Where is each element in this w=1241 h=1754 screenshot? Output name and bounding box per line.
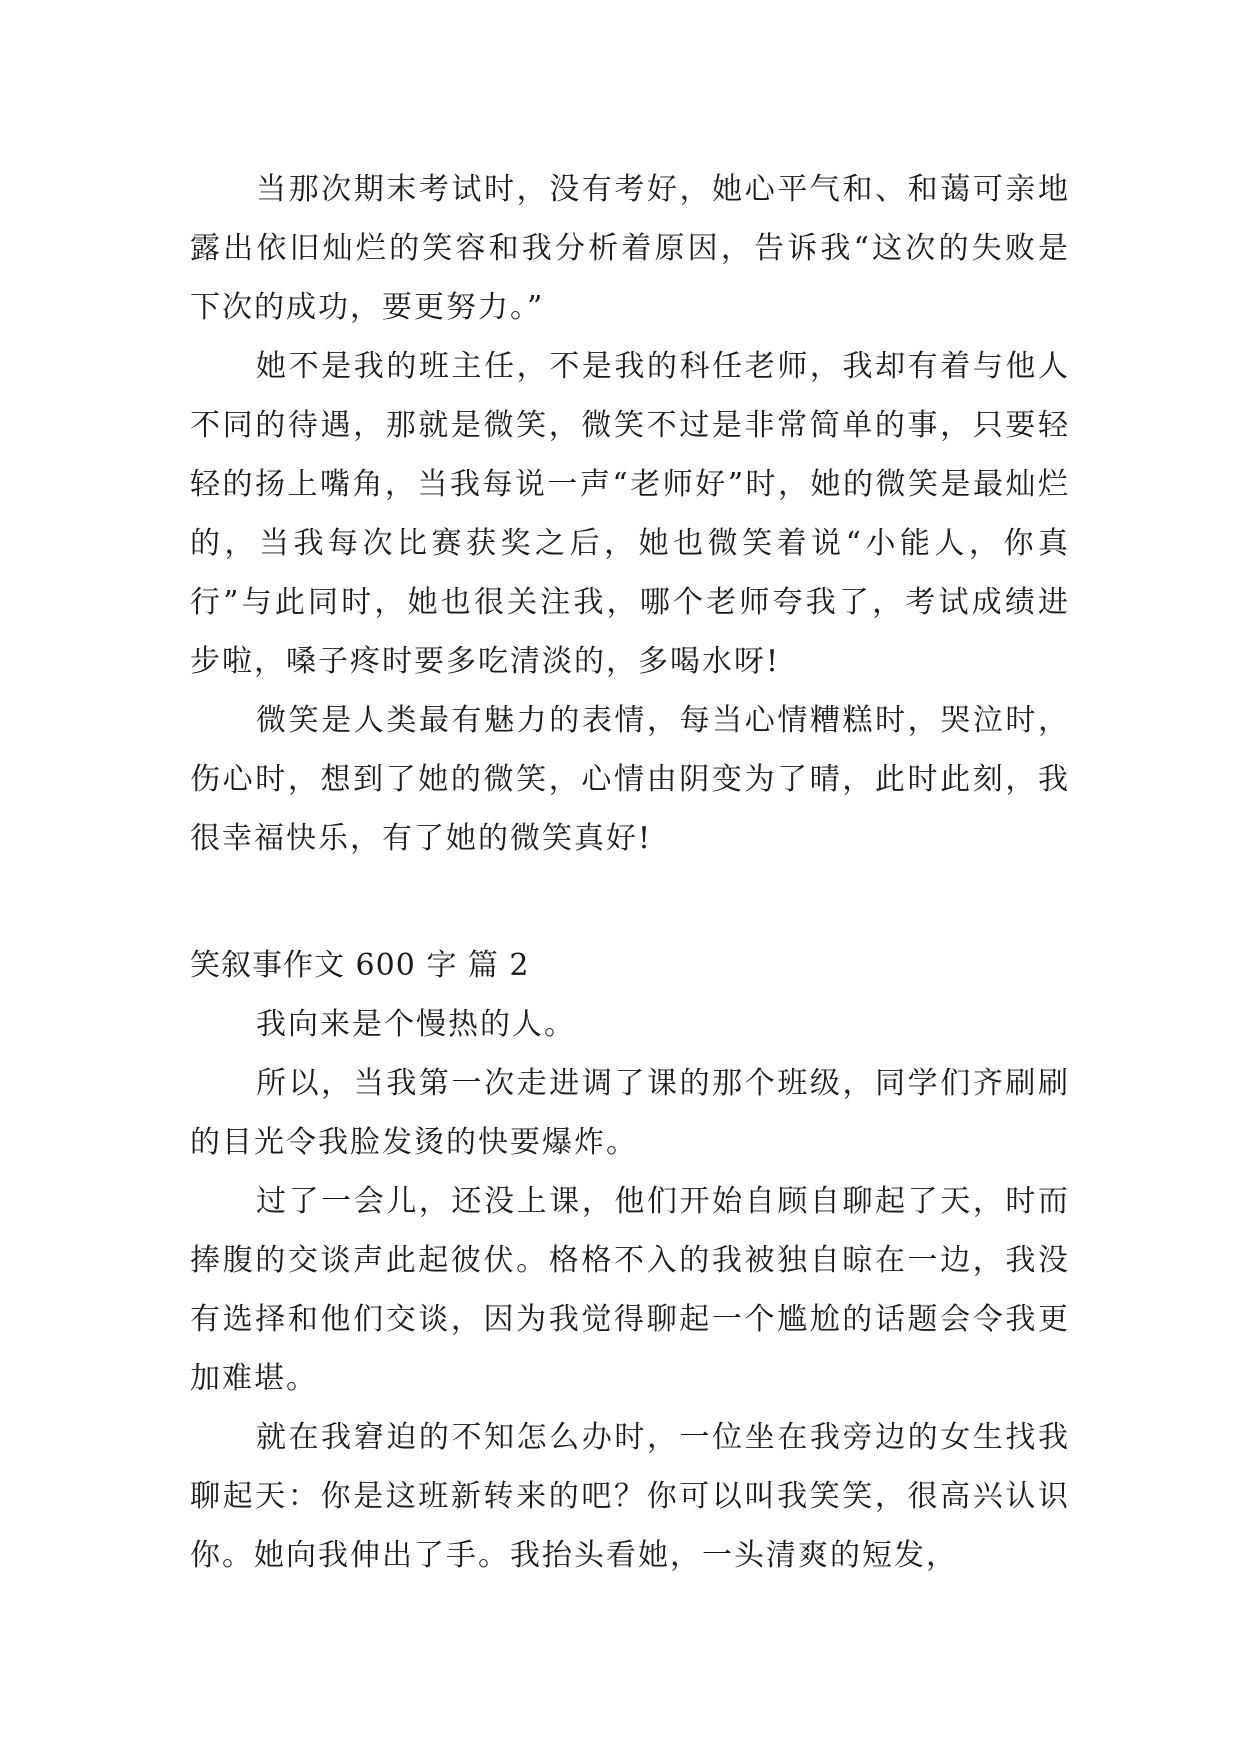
section-heading: 笑叙事作文 600 字 篇 2 [190,948,530,983]
paragraph: 就在我窘迫的不知怎么办时，一位坐在我旁边的女生找我聊起天：你是这班新转来的吧？你可以叫我笑笑，很高兴认识你。她向我伸出了手。我抬头看她，一头清爽的短发， [190,1420,1070,1573]
paragraph: 所以，当我第一次走进调了课的那个班级，同学们齐刷刷的目光令我脸发烫的快要爆炸。 [190,1066,1070,1160]
paragraph: 微笑是人类最有魅力的表情，每当心情糟糕时，哭泣时，伤心时，想到了她的微笑，心情由阴变为了晴，此时此刻，我很幸福快乐，有了她的微笑真好! [190,703,1070,856]
paragraph: 我向来是个慢热的人。 [256,1007,576,1042]
paragraph: 当那次期末考试时，没有考好，她心平气和、和蔼可亲地露出依旧灿烂的笑容和我分析着原因，告诉我“这次的失败是下次的成功，要更努力。” [190,172,1070,325]
paragraph: 她不是我的班主任，不是我的科任老师，我却有着与他人不同的待遇，那就是微笑，微笑不过是非常简单的事，只要轻轻的扬上嘴角，当我每说一声“老师好”时，她的微笑是最灿烂的，当我每次比赛获奖之后，她也微笑着说“小能人，你真行”与此同时，她也很关注我，哪个老师夸我了，考试成绩进步啦，嗓子疼时要多吃清淡的，多喝水呀! [190,349,1070,679]
document-page [190,160,1070,1585]
paragraph: 过了一会儿，还没上课，他们开始自顾自聊起了天，时而捧腹的交谈声此起彼伏。格格不入的我被独自晾在一边，我没有选择和他们交谈，因为我觉得聊起一个尴尬的话题会令我更加难堪。 [190,1184,1070,1396]
